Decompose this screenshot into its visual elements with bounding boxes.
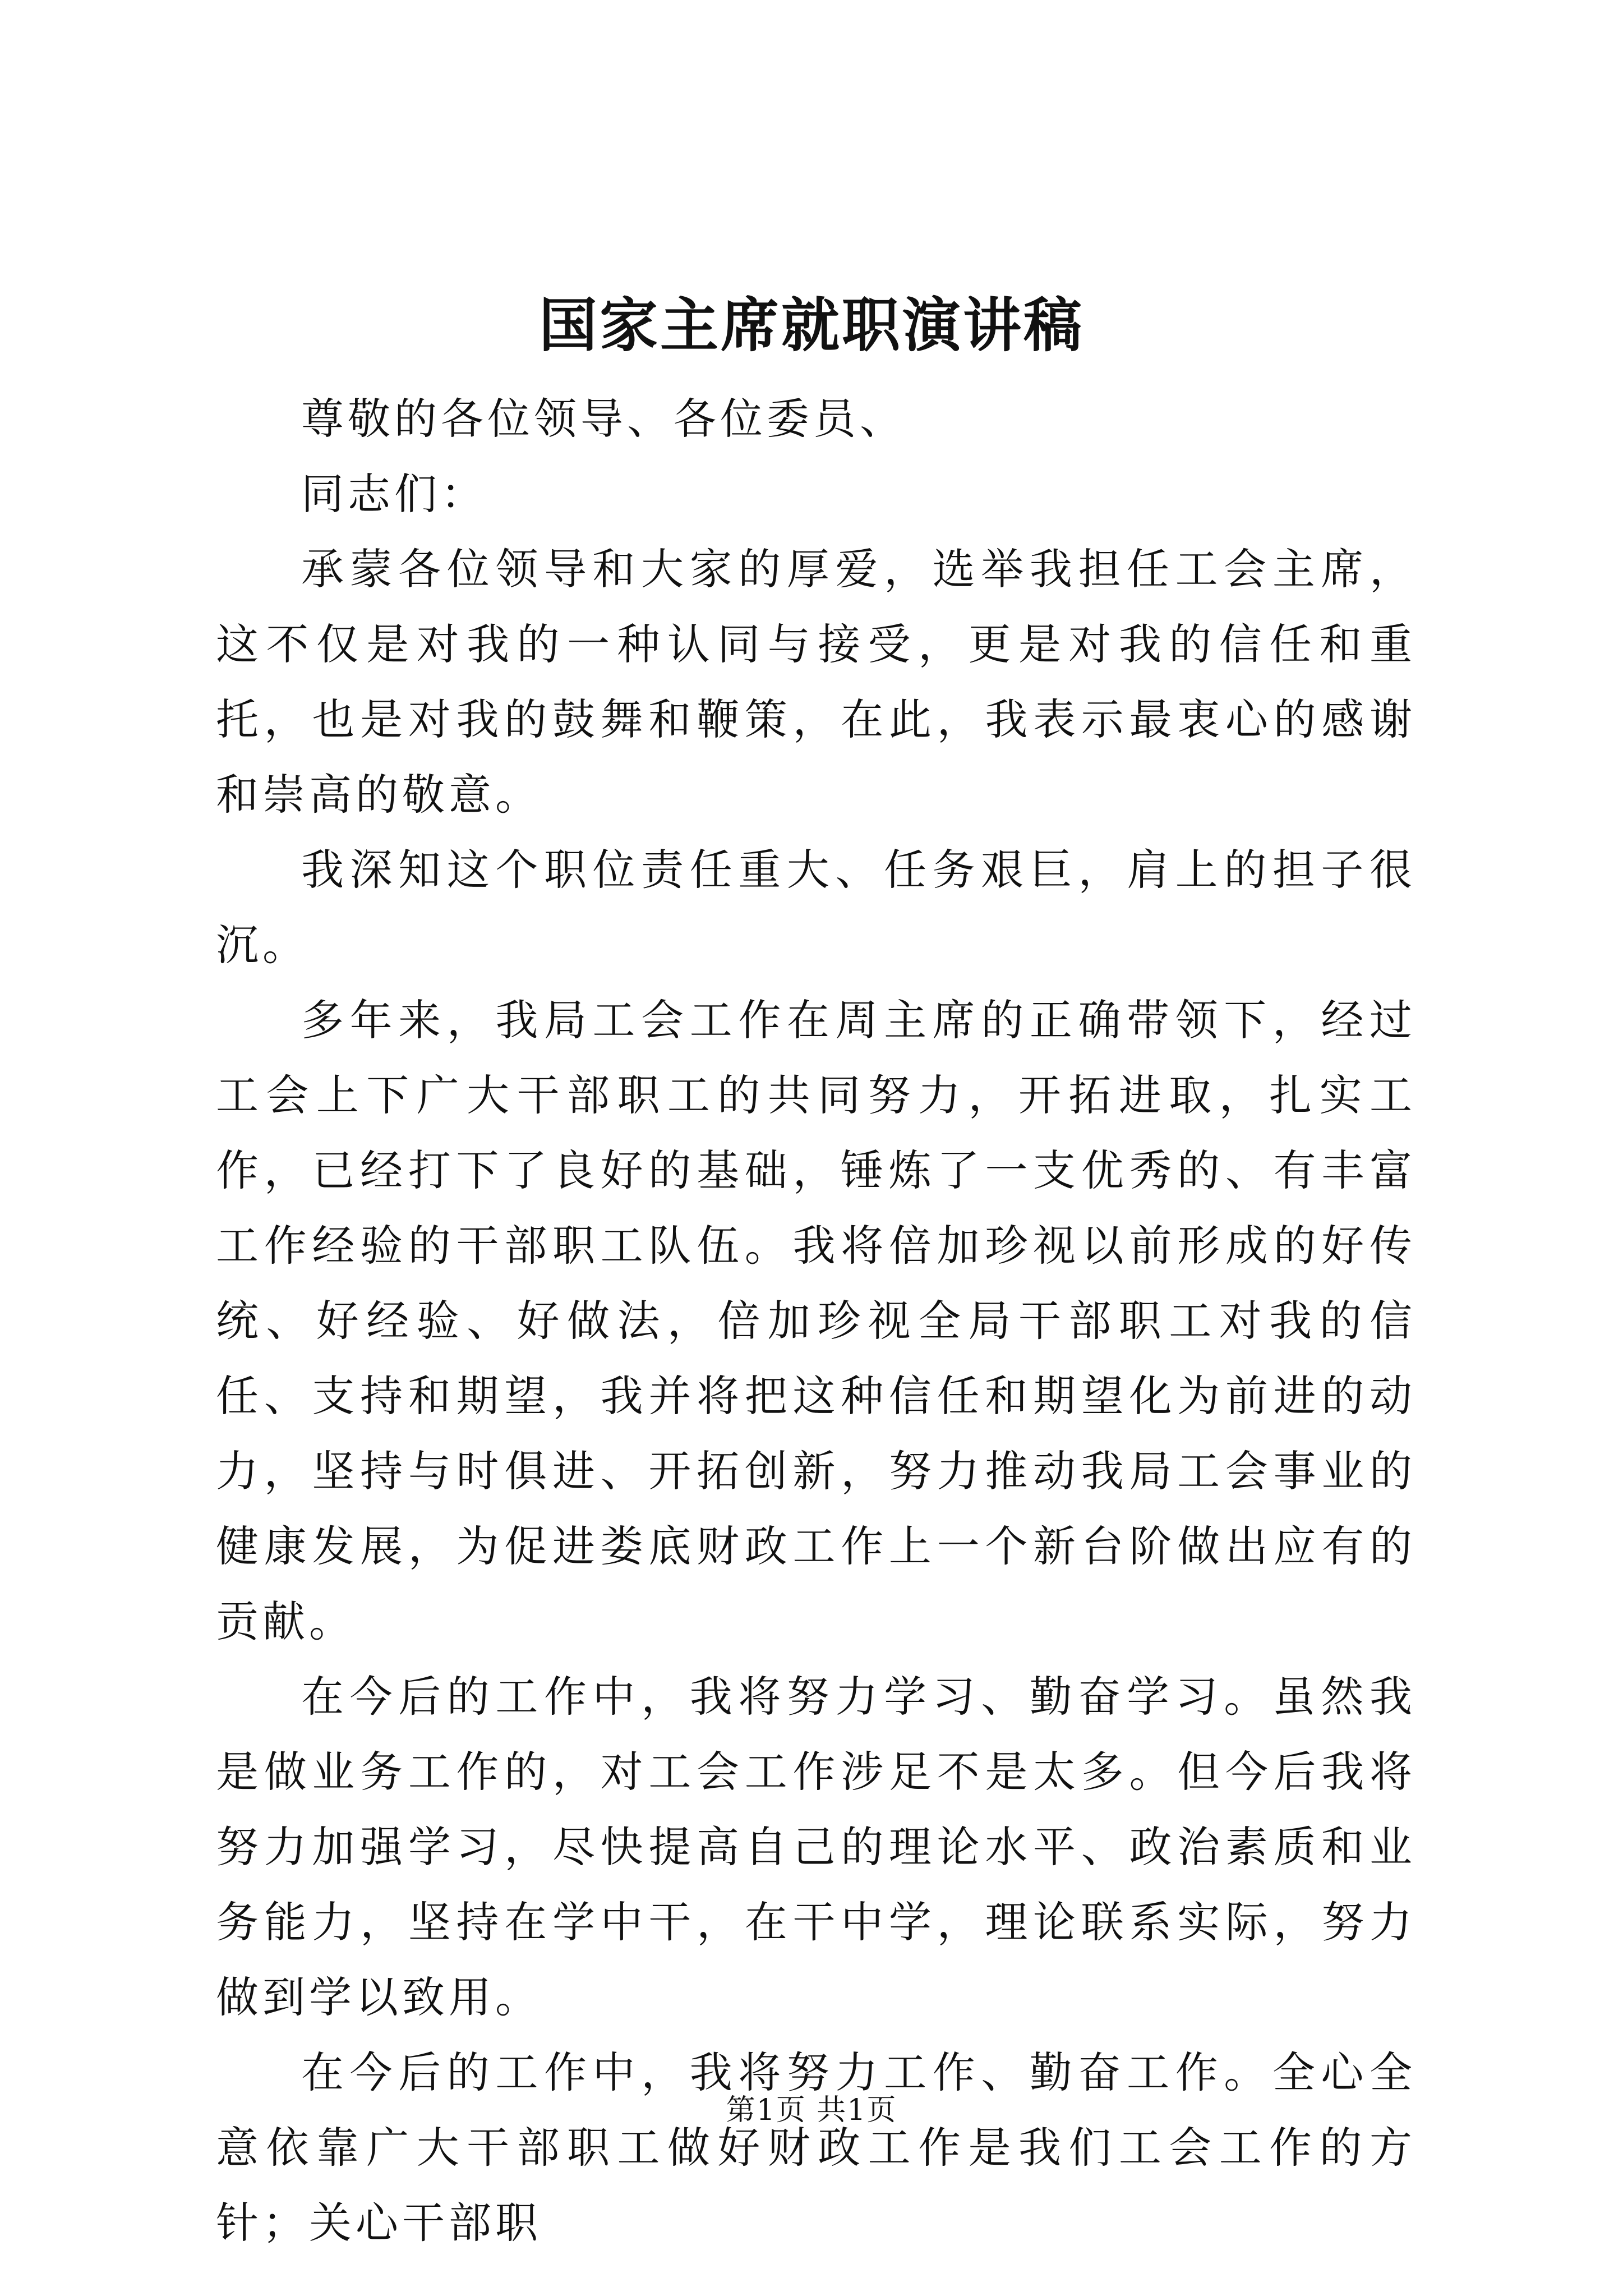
paragraph: 承蒙各位领导和大家的厚爱，选举我担任工会主席，这不仅是对我的一种认同与接受，更是对我的信任和重托，也是对我的鼓舞和鞭策，在此，我表示最衷心的感谢和崇高的敬意。 (216, 544, 1416, 820)
page-number-footer: 第1页 共1页 (726, 2093, 897, 2127)
document-title: 国家主席就职演讲稿 (538, 291, 1084, 360)
salutation-line-2: 同志们： (301, 469, 487, 519)
paragraph: 我深知这个职位责任重大、任务艰巨，肩上的担子很沉。 (216, 845, 1416, 970)
paragraph: 在今后的工作中，我将努力工作、勤奋工作。全心全意依靠广大干部职工做好财政工作是我们工会工作的方针；关心干部职 (216, 2047, 1416, 2248)
salutation-line-1: 尊敬的各位领导、各位委员、 (301, 394, 906, 444)
paragraph: 多年来，我局工会工作在周主席的正确带领下，经过工会上下广大干部职工的共同努力，开拓进取，扎实工作，已经打下了良好的基础，锤炼了一支优秀的、有丰富工作经验的干部职工队伍。我将倍加珍视以前形成的好传统、好经验、好做法，倍加珍视全局干部职工对我的信任、支持和期望，我并将把这种信任和期望化为前进的动力，坚持与时俱进、开拓创新，努力推动我局工会事业的健康发展，为促进娄底财政工作上一个新台阶做出应有的贡献。 (216, 995, 1416, 1646)
document-body (216, 381, 1416, 2261)
paragraph: 在今后的工作中，我将努力学习、勤奋学习。虽然我是做业务工作的，对工会工作涉足不是太多。但今后我将努力加强学习，尽快提高自己的理论水平、政治素质和业务能力，坚持在学中干，在干中学，理论联系实际，努力做到学以致用。 (216, 1672, 1416, 2022)
